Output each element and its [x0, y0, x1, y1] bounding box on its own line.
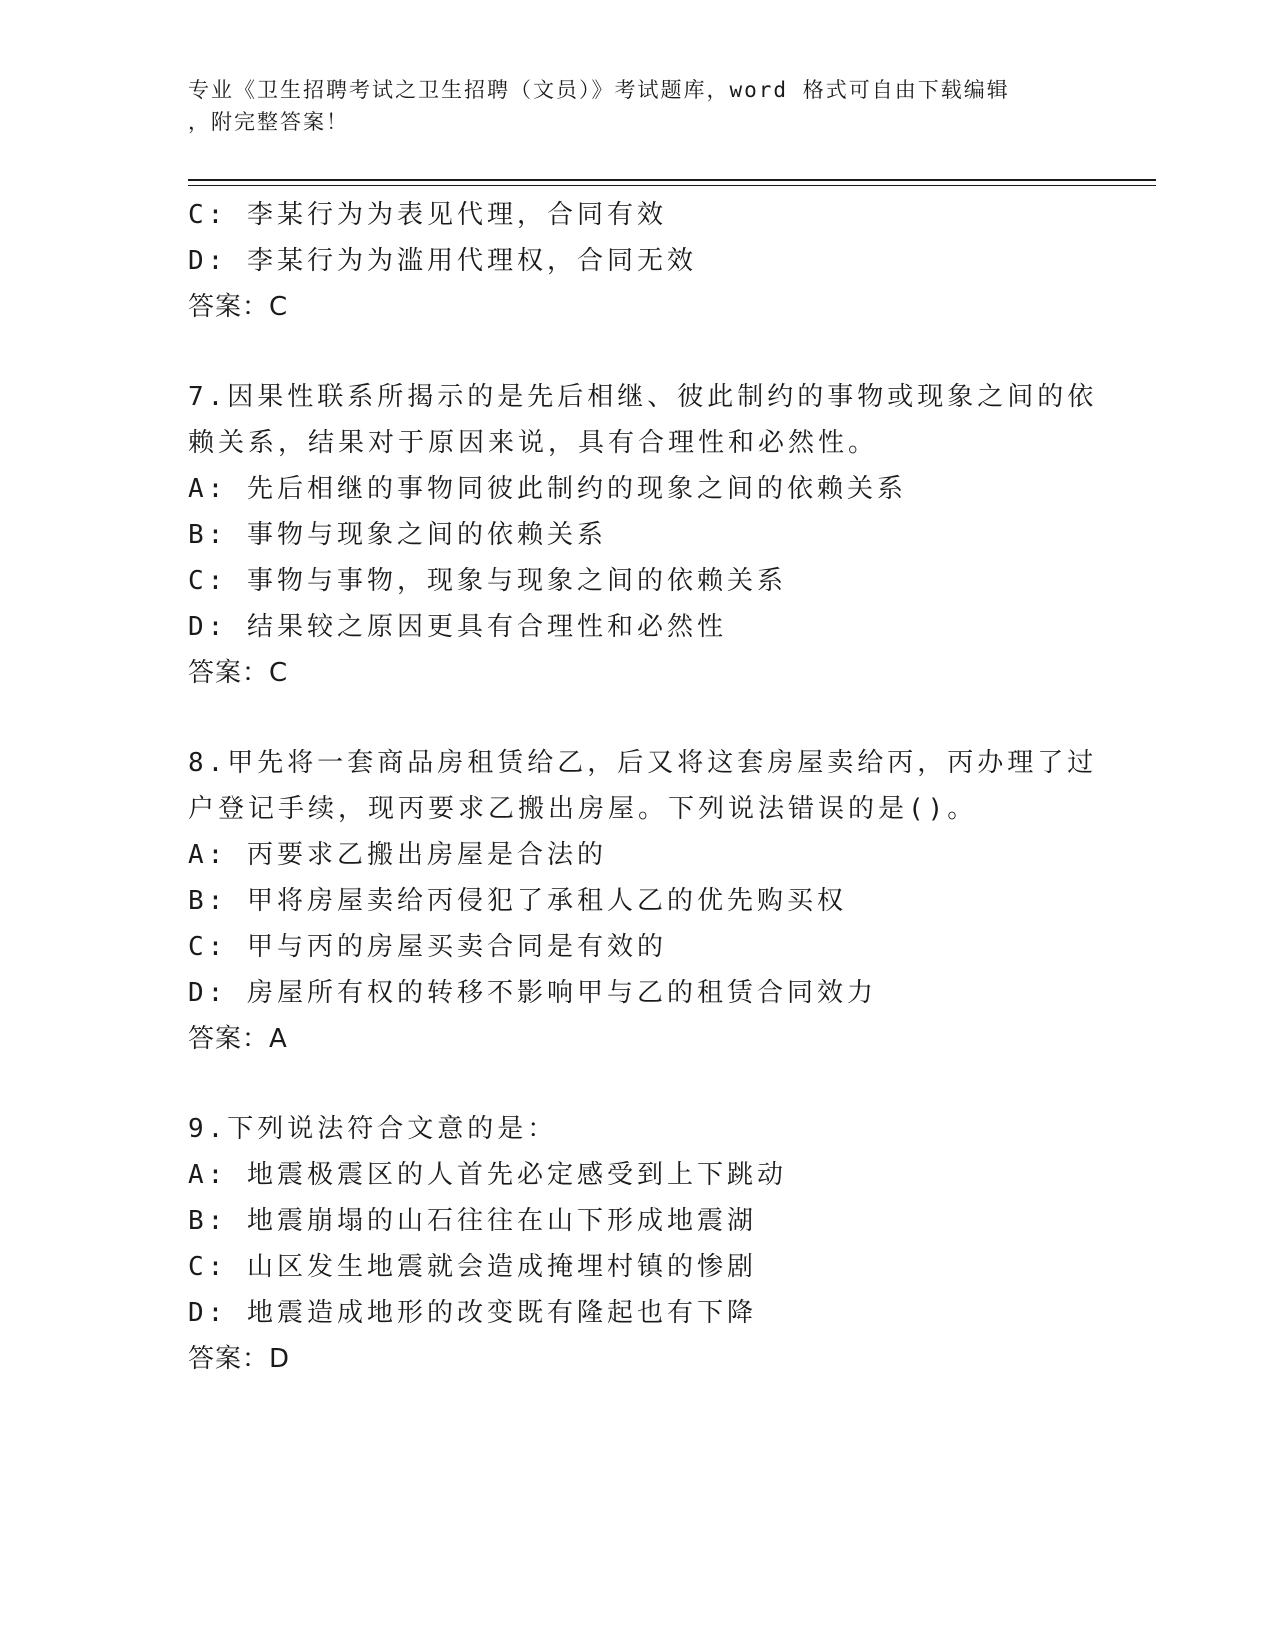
header-rule-thick	[188, 179, 1156, 181]
option-d: D: 房屋所有权的转移不影响甲与乙的租赁合同效力	[188, 978, 877, 1008]
question-7	[188, 374, 1098, 696]
answer-label: 答案：C	[188, 292, 289, 322]
question-stem-line: 赖关系，结果对于原因来说，具有合理性和必然性。	[188, 428, 879, 458]
question-fragment	[188, 192, 1088, 330]
header-line-1: 专业《卫生招聘考试之卫生招聘（文员）》考试题库，word 格式可自由下载编辑	[188, 78, 1010, 102]
option-b: B: 事物与现象之间的依赖关系	[188, 520, 607, 550]
question-9	[188, 1106, 1088, 1382]
answer-label: 答案：C	[188, 658, 289, 688]
answer-label: 答案：A	[188, 1024, 288, 1054]
question-8	[188, 740, 1098, 1062]
option-b: B: 甲将房屋卖给丙侵犯了承租人乙的优先购买权	[188, 886, 847, 916]
spacer	[188, 696, 1088, 740]
option-a: A: 先后相继的事物同彼此制约的现象之间的依赖关系	[188, 474, 907, 504]
option-c: C: 李某行为为表见代理，合同有效	[188, 200, 667, 230]
spacer	[188, 1062, 1088, 1106]
page-header	[188, 74, 1088, 138]
option-d: D: 地震造成地形的改变既有隆起也有下降	[188, 1298, 757, 1328]
option-d: D: 李某行为为滥用代理权，合同无效	[188, 246, 697, 276]
document-body	[188, 192, 1098, 1382]
question-stem-line: 8.甲先将一套商品房租赁给乙，后又将这套房屋卖给丙，丙办理了过	[188, 748, 1098, 778]
question-stem-line: 户登记手续，现丙要求乙搬出房屋。下列说法错误的是()。	[188, 794, 978, 824]
option-b: B: 地震崩塌的山石往往在山下形成地震湖	[188, 1206, 757, 1236]
question-stem-line: 7.因果性联系所揭示的是先后相继、彼此制约的事物或现象之间的依	[188, 382, 1098, 412]
header-line-2: ，附完整答案！	[188, 110, 349, 134]
option-c: C: 甲与丙的房屋买卖合同是有效的	[188, 932, 667, 962]
question-stem-line: 9.下列说法符合文意的是：	[188, 1114, 558, 1144]
answer-label: 答案：D	[188, 1344, 291, 1374]
header-rule-thin	[188, 185, 1156, 186]
option-d: D: 结果较之原因更具有合理性和必然性	[188, 612, 727, 642]
option-a: A: 丙要求乙搬出房屋是合法的	[188, 840, 607, 870]
spacer	[188, 330, 1088, 374]
option-c: C: 事物与事物，现象与现象之间的依赖关系	[188, 566, 787, 596]
option-c: C: 山区发生地震就会造成掩埋村镇的惨剧	[188, 1252, 757, 1282]
option-a: A: 地震极震区的人首先必定感受到上下跳动	[188, 1160, 787, 1190]
